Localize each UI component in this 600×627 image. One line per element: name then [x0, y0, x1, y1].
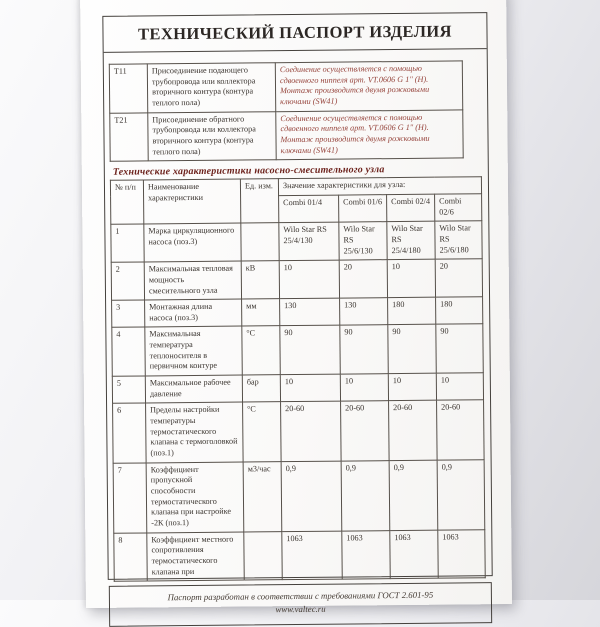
- spec-name: Коэффициент пропускной способности термостатического клапана при настройке -2К (поз.1): [146, 462, 244, 533]
- spec-num: 3: [112, 300, 145, 328]
- spec-value: 130: [280, 298, 340, 326]
- connection-description: Присоединение обратного трубопровода или коллектора вторичного контура (контура теплого пола): [148, 111, 276, 161]
- spec-unit: м3/час: [243, 461, 282, 531]
- spec-value: 10: [387, 259, 435, 297]
- spec-value: 10: [436, 373, 483, 401]
- page-title: ТЕХНИЧЕСКИЙ ПАСПОРТ ИЗДЕЛИЯ: [103, 13, 486, 53]
- col-header-model: Combi 01/4: [279, 195, 339, 223]
- spec-value: 10: [280, 374, 340, 402]
- table-row: [109, 61, 462, 113]
- table-row: [112, 297, 483, 328]
- col-header-model: Combi 02/6: [435, 194, 482, 222]
- col-header-num: № п/п: [110, 180, 143, 224]
- spec-value: 20: [339, 260, 387, 298]
- spec-value: Wilo Star RS 25/6/180: [435, 221, 482, 259]
- spec-value: 90: [388, 325, 436, 374]
- spec-value: 0,9: [341, 460, 390, 530]
- footer-note: [109, 582, 492, 626]
- spec-value: 10: [388, 373, 436, 401]
- spec-unit: мм: [242, 299, 280, 327]
- spec-value: 1063: [438, 529, 485, 578]
- spec-value: 20-60: [281, 401, 342, 461]
- col-header-unit: Ед. изм.: [240, 179, 278, 223]
- spec-value: 130: [340, 298, 388, 326]
- col-header-name: Наименование характеристики: [143, 179, 240, 224]
- spec-value: 180: [436, 297, 483, 325]
- spec-unit: [241, 223, 279, 261]
- connection-code: Т11: [109, 64, 147, 113]
- spec-value: 1063: [282, 531, 342, 580]
- spec-value: 90: [436, 324, 483, 373]
- spec-value: 0,9: [281, 461, 342, 532]
- table-row: [111, 259, 482, 301]
- connection-note: Соединение осуществляется с помощью сдвоенного ниппеля арт. VT.0606 G 1" (Н). Монтаж производится двумя рожковыми ключами (SW41): [276, 110, 463, 160]
- table-row: [111, 221, 482, 263]
- spec-num: 5: [112, 376, 145, 404]
- connection-code: Т21: [110, 113, 148, 162]
- table-row: [112, 324, 483, 376]
- spec-value: 0,9: [389, 460, 438, 530]
- spec-value: Wilo Star RS 25/4/130: [279, 222, 339, 261]
- spec-num: 8: [114, 533, 147, 582]
- spec-value: 10: [340, 374, 388, 402]
- spec-value: 20-60: [341, 401, 390, 461]
- spec-value: Wilo Star RS 25/4/180: [387, 221, 435, 259]
- spec-unit: [244, 531, 282, 580]
- page-frame: [102, 12, 492, 615]
- spec-name: Марка циркуляционного насоса (поз.3): [144, 223, 241, 262]
- connection-description: Присоединение подающего трубопровода или коллектора вторичного контура (контура теплого пола): [147, 63, 275, 113]
- spec-num: 7: [113, 463, 147, 533]
- spec-unit: °С: [243, 402, 282, 462]
- spec-unit: кВ: [241, 261, 279, 299]
- spec-value: Wilo Star RS 25/6/130: [339, 222, 387, 260]
- spec-unit: °С: [242, 326, 280, 375]
- spec-num: 4: [112, 327, 145, 376]
- scanned-page: [80, 0, 512, 615]
- col-header-model: Combi 02/4: [387, 194, 435, 222]
- section-title: Технические характеристики насосно-смесительного узла: [112, 164, 385, 179]
- spec-value: 90: [340, 325, 388, 374]
- spec-num: 2: [111, 262, 144, 300]
- spec-value: 0,9: [437, 459, 485, 529]
- spec-value: 90: [280, 326, 340, 375]
- specs-table: [110, 176, 486, 582]
- spec-value: 180: [388, 297, 436, 325]
- spec-name: Пределы настройки температуры термостатического клапана с термоголовкой (поз.1): [146, 402, 244, 462]
- spec-name: Максимальная температура теплоносителя в первичном контуре: [145, 327, 242, 377]
- spec-value: 20: [435, 259, 482, 297]
- col-header-values-group: Значение характеристики для узла:: [278, 177, 481, 196]
- connections-table: [109, 60, 464, 162]
- table-row: [112, 373, 483, 404]
- spec-value: 1063: [342, 530, 390, 579]
- spec-value: 10: [279, 260, 339, 299]
- footer-gost-line: Паспорт разработан в соответствии с требованиями ГОСТ 2.601-95: [167, 589, 434, 603]
- spec-name: Максимальное рабочее давление: [145, 375, 242, 403]
- spec-value: 1063: [390, 530, 438, 579]
- table-row: [114, 529, 485, 581]
- spec-name: Коэффициент местного сопротивления термостатического клапана при: [147, 532, 244, 582]
- col-header-model: Combi 01/6: [339, 195, 387, 223]
- spec-unit: бар: [242, 375, 280, 403]
- table-row: [110, 110, 463, 162]
- spec-name: Максимальная тепловая мощность смесительного узла: [144, 261, 241, 300]
- spec-value: 20-60: [437, 400, 485, 460]
- website-url: www.valtec.ru: [275, 604, 326, 615]
- spec-num: 6: [113, 403, 147, 463]
- table-row: [113, 400, 485, 463]
- table-row: [113, 459, 485, 532]
- spec-value: 20-60: [389, 401, 438, 461]
- connection-note: Соединение осуществляется с помощью сдвоенного ниппеля арт. VT.0606 G 1" (Н). Монтаж производится двумя рожковыми ключами (SW41): [275, 61, 462, 111]
- spec-name: Монтажная длина насоса (поз.3): [145, 299, 242, 327]
- spec-num: 1: [111, 224, 144, 262]
